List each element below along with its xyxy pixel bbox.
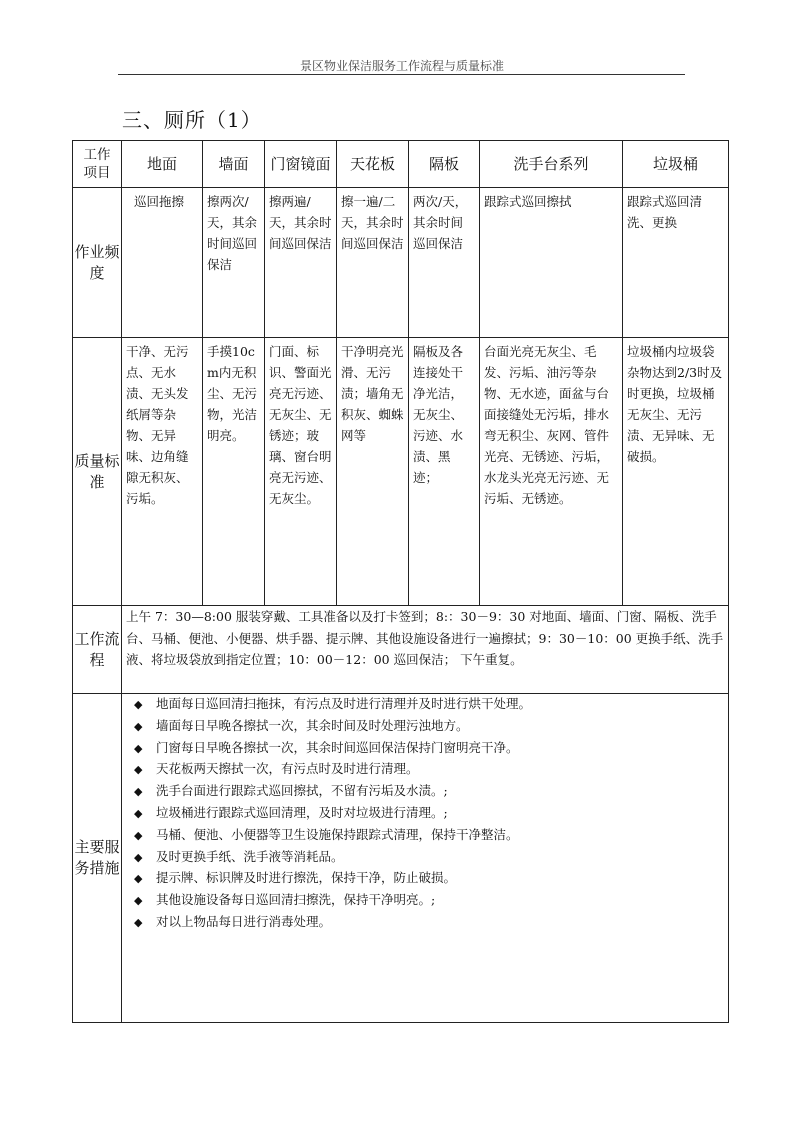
diamond-bullet-icon: ◆ [134, 719, 143, 733]
table-cell: 跟踪式巡回清洗、更换 [623, 188, 729, 338]
table-cell: 干净明亮光滑、无污渍；墙角无积灰、蜘蛛网等 [337, 338, 409, 606]
table-cell: 隔板及各连接处干净光洁，无灰尘、污迹、水渍、黑迹； [409, 338, 480, 606]
column-header: 隔板 [409, 141, 480, 188]
table-cell: 手摸10cm内无积尘、无污物，光洁明亮。 [203, 338, 265, 606]
table-cell: 台面光亮无灰尘、毛发、污垢、油污等杂物、无水迹，面盆与台面接缝处无污垢，排水弯无积尘、灰网、管件光亮、无锈迹、污垢，水龙头光亮无污迹、无污垢、无锈迹。 [480, 338, 623, 606]
quality-row [73, 338, 729, 606]
column-header: 地面 [122, 141, 203, 188]
table-cell: 擦两次/天，其余时间巡回保洁 [203, 188, 265, 338]
row-label-workflow: 工作流程 [73, 606, 122, 694]
measures-cell [122, 694, 729, 1023]
diamond-bullet-icon: ◆ [134, 785, 143, 799]
diamond-bullet-icon: ◆ [134, 828, 143, 842]
row-label-measures: 主要服务措施 [73, 694, 122, 1023]
column-header: 天花板 [337, 141, 409, 188]
table-cell: 巡回拖擦 [122, 188, 203, 338]
list-item: ◆ 马桶、便池、小便器等卫生设施保持跟踪式清理，保持干净整洁。 [134, 825, 724, 847]
diamond-bullet-icon: ◆ [134, 698, 143, 711]
list-item: ◆ 天花板两天擦拭一次，有污点时及时进行清理。 [134, 759, 724, 781]
diamond-bullet-icon: ◆ [134, 872, 143, 886]
column-header: 洗手台系列 [480, 141, 623, 188]
diamond-bullet-icon: ◆ [134, 806, 143, 820]
section-title: 三、厕所（1） [122, 108, 262, 132]
corner-label: 工作项目 [73, 141, 122, 188]
list-item: ◆ 墙面每日早晚各擦拭一次，其余时间及时处理污浊地方。 [134, 716, 724, 738]
diamond-bullet-icon: ◆ [134, 894, 143, 908]
header-rule [118, 74, 685, 75]
list-item: ◆ 地面每日巡回清扫拖抹，有污点及时进行清理并及时进行烘干处理。 [134, 694, 724, 716]
header-row [73, 141, 729, 188]
measures-row [73, 694, 729, 1023]
column-header: 墙面 [203, 141, 265, 188]
list-item: ◆ 垃圾桶进行跟踪式巡回清理，及时对垃圾进行清理。; [134, 803, 724, 825]
list-item: ◆ 对以上物品每日进行消毒处理。 [134, 912, 724, 934]
table-cell: 门面、标识、警面光亮无污迹、无灰尘、无锈迹；玻璃、窗台明亮无污迹、无灰尘。 [265, 338, 337, 606]
table-cell: 跟踪式巡回擦拭 [480, 188, 623, 338]
table-cell: 垃圾桶内垃圾袋杂物达到2/3时及时更换，垃圾桶无灰尘、无污渍、无异味、无破损。 [623, 338, 729, 606]
list-item: ◆ 洗手台面进行跟踪式巡回擦拭，不留有污垢及水渍。; [134, 781, 724, 803]
list-item: ◆ 门窗每日早晚各擦拭一次，其余时间巡回保洁保持门窗明亮干净。 [134, 738, 724, 760]
workflow-cell: 上午 7：30—8:00 服装穿戴、工具准备以及打卡签到；8:：30－9：30 对地面、墙面、门窗、隔板、洗手台、马桶、便池、小便器、烘手器、提示牌、其他设施设备进行一遍擦拭；9：30－10：00 更换手纸、洗手液、将垃圾袋放到指定位置；10：00－12：00 巡回保洁； 下午重复。 [122, 606, 729, 694]
diamond-bullet-icon: ◆ [134, 850, 143, 864]
running-header: 景区物业保洁服务工作流程与质量标准 [299, 59, 504, 73]
column-header: 门窗镜面 [265, 141, 337, 188]
row-label-quality: 质量标准 [73, 338, 122, 606]
table-cell: 干净、无污点、无水渍、无头发纸屑等杂物、无异味、边角缝隙无积灰、污垢。 [122, 338, 203, 606]
measures-list [126, 694, 724, 934]
diamond-bullet-icon: ◆ [134, 763, 143, 777]
diamond-bullet-icon: ◆ [134, 741, 143, 755]
column-header: 垃圾桶 [623, 141, 729, 188]
table-cell: 擦两遍/天，其余时间巡回保洁 [265, 188, 337, 338]
workflow-row [73, 606, 729, 694]
diamond-bullet-icon: ◆ [134, 915, 143, 929]
row-label-frequency: 作业频度 [73, 188, 122, 338]
table-cell: 擦一遍/二天，其余时间巡回保洁 [337, 188, 409, 338]
table-cell: 两次/天，其余时间巡回保洁 [409, 188, 480, 338]
list-item: ◆ 其他设施设备每日巡回清扫擦洗，保持干净明亮。; [134, 890, 724, 912]
standards-table [72, 140, 729, 1023]
list-item: ◆ 提示牌、标识牌及时进行擦洗，保持干净，防止破损。 [134, 868, 724, 890]
list-item: ◆ 及时更换手纸、洗手液等消耗品。 [134, 847, 724, 869]
frequency-row [73, 188, 729, 338]
